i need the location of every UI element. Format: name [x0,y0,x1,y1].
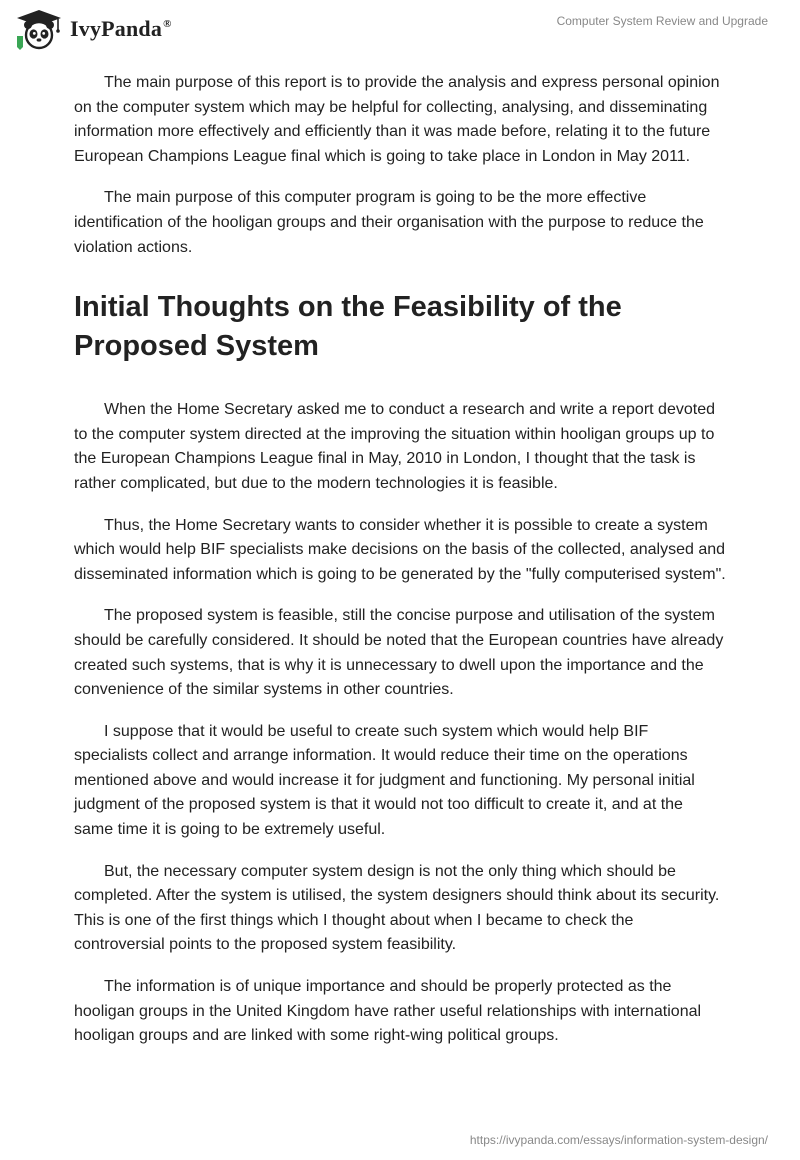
site-logo[interactable] [14,8,172,50]
paragraph: When the Home Secretary asked me to conduct a research and write a report devoted to the computer system directed at the improving the situation within hooligan groups up to the European Champions League final in May, 2010 in London, I thought that the task is rather complicated, but due to the modern technologies it is feasible. [74,401,715,492]
paragraph: The main purpose of this report is to provide the analysis and express personal opinion on the computer system which may be helpful for collecting, analysing, and disseminating information more effectively and efficiently than it was made before, relating it to the future European Champions League final which is going to take place in London in May 2011. [74,74,720,165]
paragraph: But, the necessary computer system design is not the only thing which should be completed. After the system is utilised, the system designers should think about its security. This is one of the first things which I thought about when I became to check the controversial points to the proposed system feasibility. [74,862,720,954]
paragraph: The information is of unique importance and should be properly protected as the hooligan groups in the United Kingdom have rather useful relationships with international hooligan groups and are linked with some right-wing political groups. [74,978,702,1045]
section-heading: Initial Thoughts on the Feasibility of the Proposed System [74,291,622,363]
paragraph: The main purpose of this computer program is going to be the more effective identification of the hooligan groups and their organisation with the purpose to reduce the violation actions. [74,189,704,256]
panda-logo-icon [14,8,64,50]
brand-name: IvyPanda® [70,16,172,41]
paragraph: I suppose that it would be useful to create such system which would help BIF specialists collect and arrange information. It would reduce their time on the operations mentioned above and would increase it for judgment and functioning. My personal initial judgment of the proposed system is that it would not too difficult to create it, and at the same time it is going to be extremely useful. [74,722,695,839]
source-url[interactable]: https://ivypanda.com/essays/information-system-design/ [469,1133,768,1147]
article-body [74,71,726,1066]
paragraph: The proposed system is feasible, still the concise purpose and utilisation of the system should be carefully considered. It should be noted that the European countries have already created such systems, that is why it is unnecessary to dwell upon the importance and the convenience of the similar systems in other countries. [74,607,724,699]
document-title: Computer System Review and Upgrade [556,14,768,28]
paragraph: Thus, the Home Secretary wants to consider whether it is possible to create a system which would help BIF specialists make decisions on the basis of the collected, analysed and disseminated information which is going to be generated by the "fully computerised system". [74,516,726,583]
